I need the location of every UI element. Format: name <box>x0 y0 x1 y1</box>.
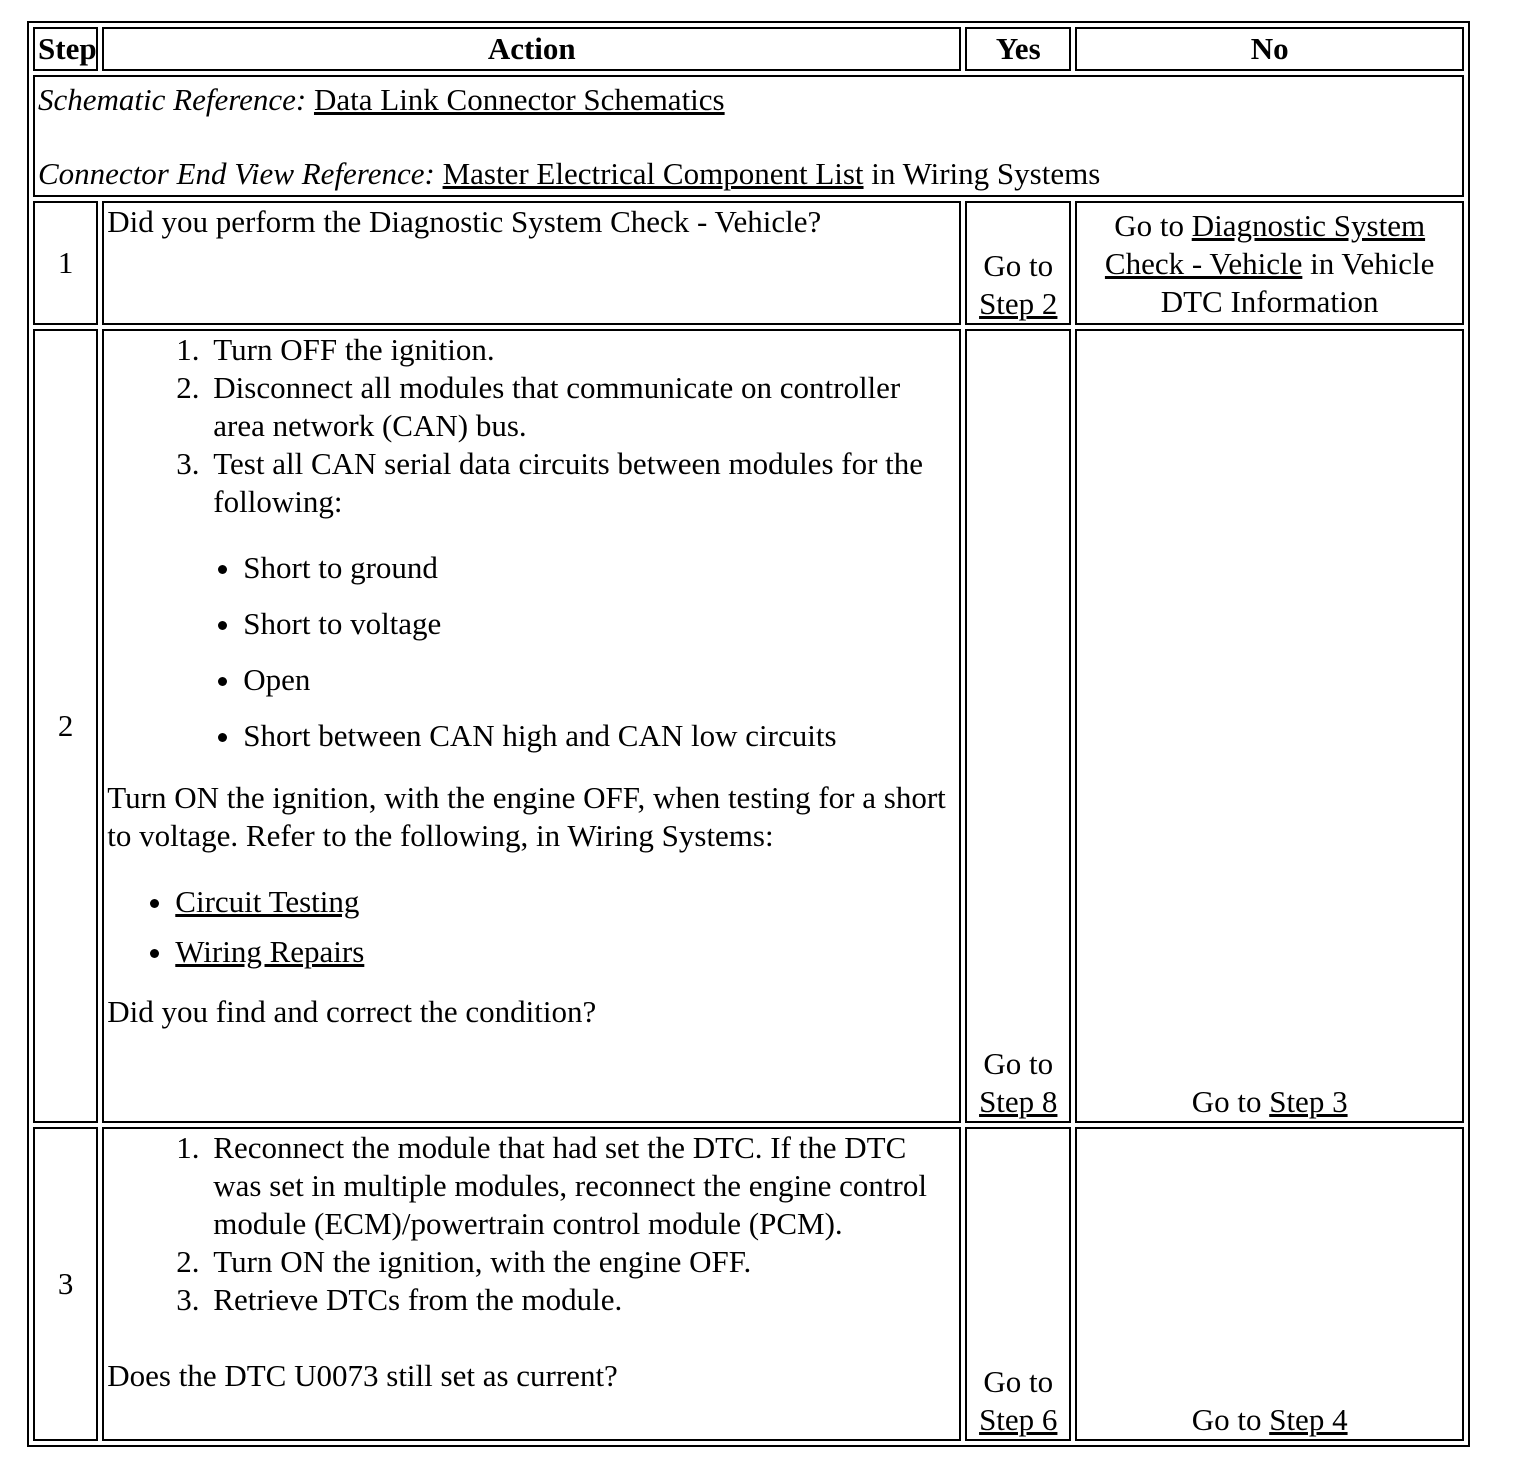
no-prefix: Go to <box>1191 1402 1270 1437</box>
circuit-testing-link[interactable]: Circuit Testing <box>175 884 360 919</box>
header-no: No <box>1075 27 1464 71</box>
condition-list <box>107 549 956 755</box>
table-row <box>33 1127 1464 1441</box>
yes-link[interactable]: Step 8 <box>979 1084 1058 1119</box>
header-row <box>33 27 1464 71</box>
no-suffix: in Vehicle DTC Information <box>1160 246 1435 319</box>
schematic-reference-link[interactable]: Data Link Connector Schematics <box>313 82 725 117</box>
procedure-list <box>107 1129 956 1319</box>
no-cell <box>1075 329 1464 1123</box>
list-item: • Short to voltage <box>243 605 956 643</box>
yes-cell <box>965 1127 1071 1441</box>
list-item: 3. Retrieve DTCs from the module. <box>207 1281 956 1319</box>
yes-cell <box>965 329 1071 1123</box>
reference-cell <box>33 75 1464 197</box>
no-cell <box>1075 1127 1464 1441</box>
connector-reference-suffix: in Wiring Systems <box>863 156 1101 191</box>
list-item: 2. Turn ON the ignition, with the engine OFF. <box>207 1243 956 1281</box>
header-yes: Yes <box>965 27 1071 71</box>
list-item: • Short to ground <box>243 549 956 587</box>
reference-links <box>107 883 956 971</box>
yes-link[interactable]: Step 2 <box>979 286 1058 321</box>
no-link[interactable]: Diagnostic System Check - Vehicle <box>1104 208 1426 281</box>
list-item: 1. Reconnect the module that had set the DTC. If the DTC was set in multiple modules, reconnect the engine control module (ECM)/powertrain control module (PCM). <box>207 1129 956 1243</box>
action-cell <box>102 1127 961 1441</box>
schematic-reference-label: Schematic Reference: <box>38 82 307 117</box>
step-note: Turn ON the ignition, with the engine OFF, when testing for a short to voltage. Refer to the following, in Wiring Systems: <box>107 780 946 853</box>
table-row <box>33 329 1464 1123</box>
step-number: 3 <box>33 1127 98 1441</box>
yes-prefix: Go to <box>983 1046 1054 1081</box>
action-cell <box>102 329 961 1123</box>
connector-reference-link[interactable]: Master Electrical Component List <box>442 156 864 191</box>
no-prefix: Go to <box>1114 208 1192 243</box>
no-prefix: Go to <box>1191 1084 1270 1119</box>
no-link[interactable]: Step 3 <box>1269 1084 1348 1119</box>
no-link[interactable]: Step 4 <box>1269 1402 1348 1437</box>
list-item: 2. Disconnect all modules that communicate on controller area network (CAN) bus. <box>207 369 956 445</box>
procedure-list <box>107 331 956 521</box>
list-item <box>175 933 956 971</box>
step-number: 2 <box>33 329 98 1123</box>
step-question: Does the DTC U0073 still set as current? <box>107 1358 618 1393</box>
header-step: Step <box>33 27 98 71</box>
yes-prefix: Go to <box>983 1364 1054 1399</box>
diagnostic-table <box>27 21 1470 1447</box>
list-item <box>175 883 956 921</box>
step-question: Did you perform the Diagnostic System Check - Vehicle? <box>107 204 822 239</box>
action-cell <box>102 201 961 325</box>
header-action: Action <box>102 27 961 71</box>
yes-link[interactable]: Step 6 <box>979 1402 1058 1437</box>
list-item: 3. Test all CAN serial data circuits between modules for the following: <box>207 445 956 521</box>
yes-cell <box>965 201 1071 325</box>
table-row <box>33 201 1464 325</box>
step-number: 1 <box>33 201 98 325</box>
wiring-repairs-link[interactable]: Wiring Repairs <box>175 934 365 969</box>
connector-reference-label: Connector End View Reference: <box>38 156 435 191</box>
step-question: Did you find and correct the condition? <box>107 994 597 1029</box>
list-item: • Short between CAN high and CAN low circuits <box>243 717 956 755</box>
list-item: • Open <box>243 661 956 699</box>
reference-row <box>33 75 1464 197</box>
yes-prefix: Go to <box>983 248 1054 283</box>
no-cell <box>1075 201 1464 325</box>
list-item: 1. Turn OFF the ignition. <box>207 331 956 369</box>
